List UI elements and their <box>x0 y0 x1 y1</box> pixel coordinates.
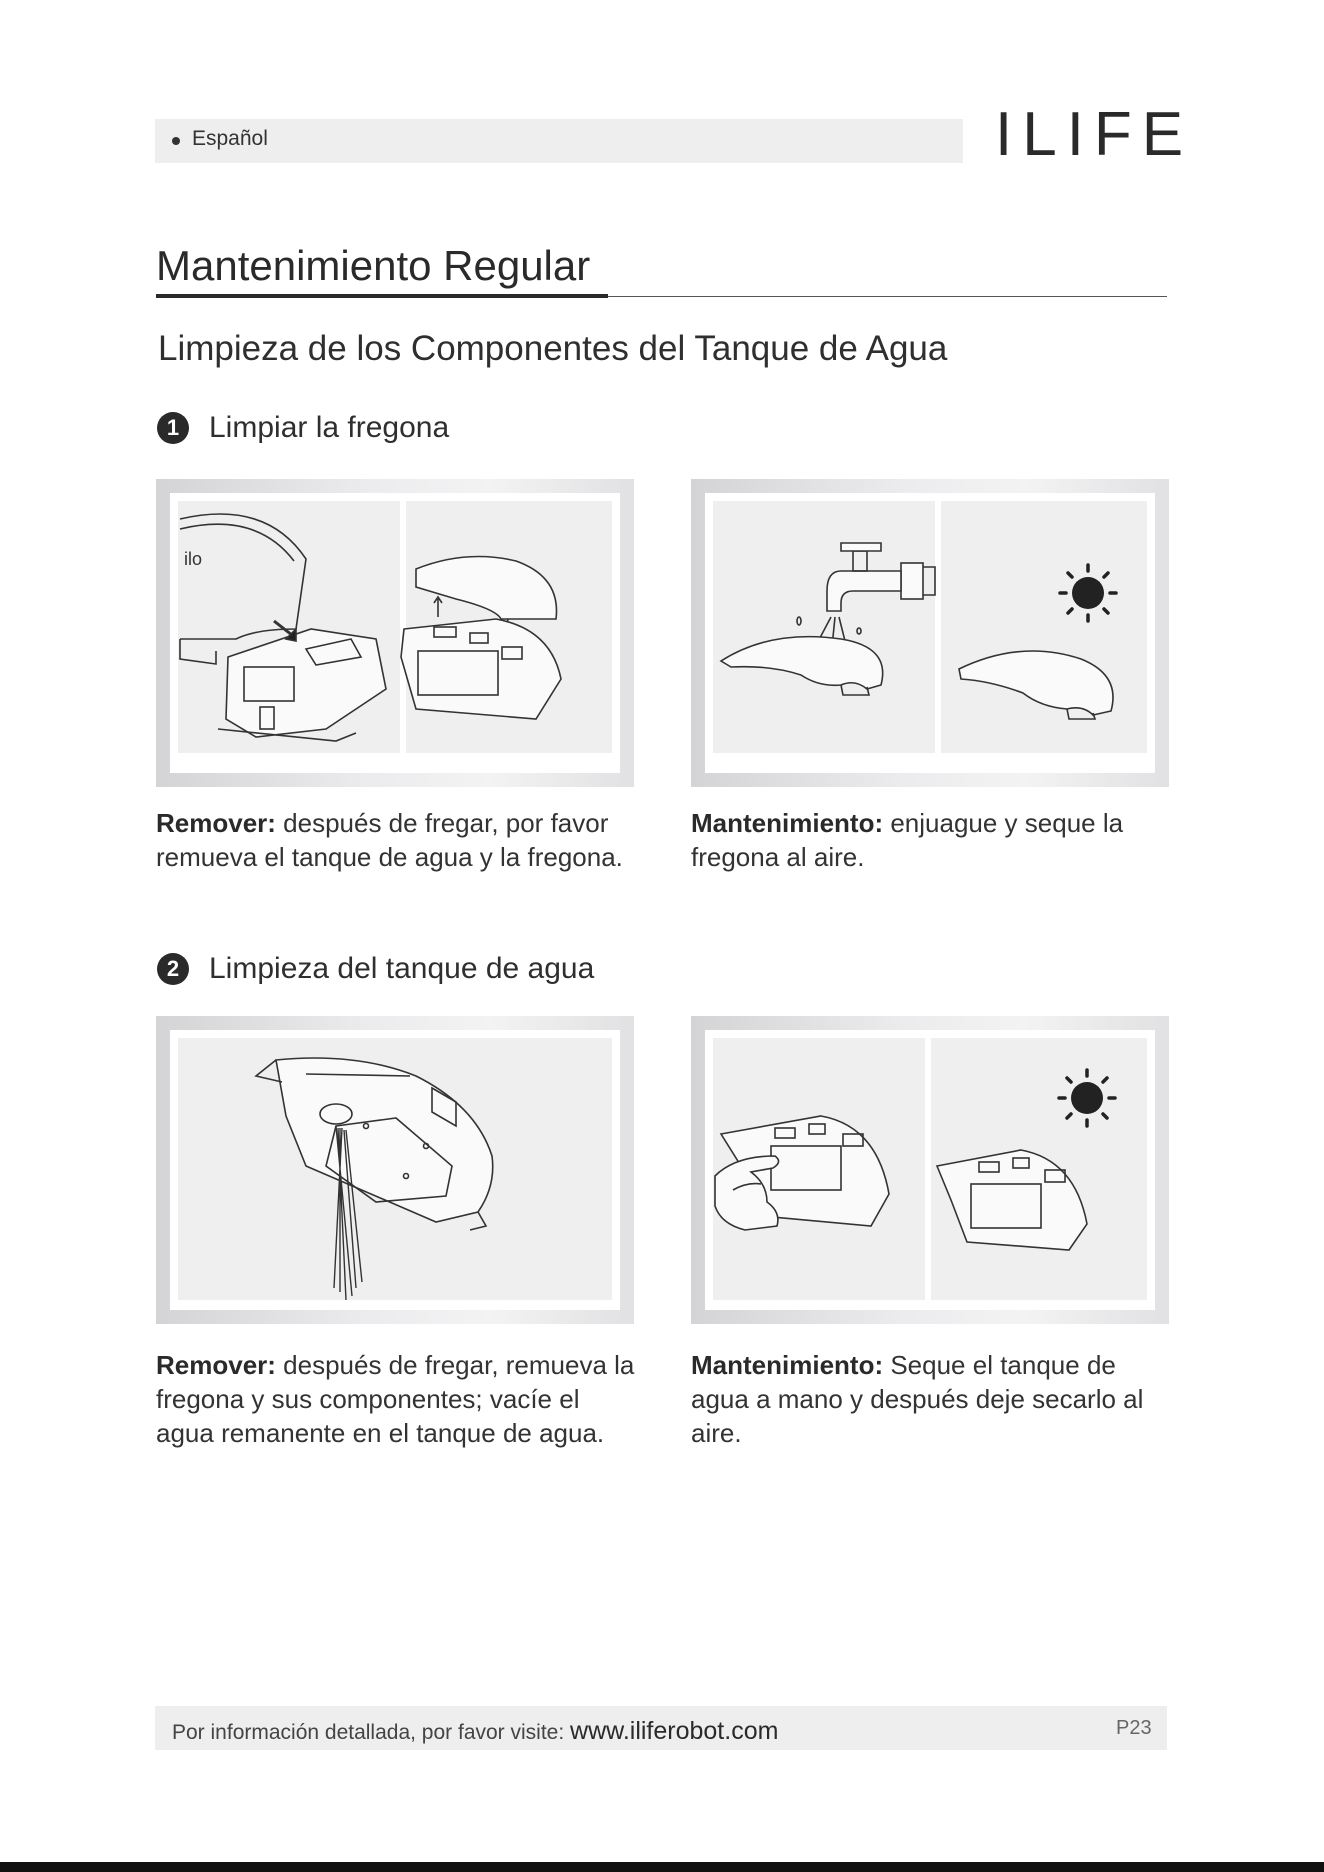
figure-remove-mop <box>156 479 634 787</box>
bottom-edge <box>0 1862 1324 1872</box>
caption-remove-mop-text: después de fregar, por favor remueva el tanque de agua y la fregona. <box>156 808 623 872</box>
title-rule <box>608 296 1167 297</box>
language-label: Español <box>192 127 268 150</box>
empty-tank-illustration <box>156 1016 634 1338</box>
step-1-label: Limpiar la fregona <box>209 411 450 444</box>
caption-rinse-mop-text: enjuague y seque la fregona al aire. <box>691 808 1124 872</box>
svg-text:ilo: ilo <box>184 549 203 569</box>
figure-empty-tank <box>156 1016 634 1324</box>
rinse-dry-illustration <box>691 479 1169 787</box>
caption-rinse-mop <box>691 806 1171 874</box>
remove-tank-illustration <box>156 479 634 787</box>
footer-info <box>172 1717 778 1746</box>
section-subtitle: Limpieza de los Componentes del Tanque de Agua <box>158 329 948 368</box>
caption-remove-mop-bold: Remover: <box>156 808 276 838</box>
figure-dry-tank <box>691 1016 1169 1324</box>
page-title: Mantenimiento Regular <box>156 242 591 289</box>
caption-dry-tank-text: Seque el tanque de agua a mano y después deje secarlo al aire. <box>691 1350 1144 1448</box>
bullet-icon <box>172 137 180 145</box>
figure-rinse-mop <box>691 479 1169 787</box>
caption-rinse-mop-bold: Mantenimiento: <box>691 808 884 838</box>
caption-remove-mop <box>156 806 636 874</box>
language-bar <box>155 119 963 163</box>
caption-empty-tank-bold: Remover: <box>156 1350 276 1380</box>
title-underline <box>156 294 608 298</box>
footer-info-text: Por información detallada, por favor visite: <box>172 1721 571 1744</box>
caption-dry-tank-bold: Mantenimiento: <box>691 1350 884 1380</box>
caption-empty-tank-text: después de fregar, remueva la fregona y sus componentes; vacíe el agua remanente en el tanque de agua. <box>156 1350 635 1448</box>
step-1-number-icon: 1 <box>157 412 189 444</box>
caption-empty-tank <box>156 1348 636 1450</box>
step-2-number-icon: 2 <box>157 953 189 985</box>
dry-tank-illustration <box>691 1016 1169 1338</box>
page-number: P23 <box>1116 1717 1152 1739</box>
footer-url-link[interactable]: www.iliferobot.com <box>570 1717 779 1745</box>
caption-dry-tank <box>691 1348 1171 1450</box>
step-2-label: Limpieza del tanque de agua <box>209 952 595 985</box>
brand-logo: ILIFE <box>995 100 1194 169</box>
